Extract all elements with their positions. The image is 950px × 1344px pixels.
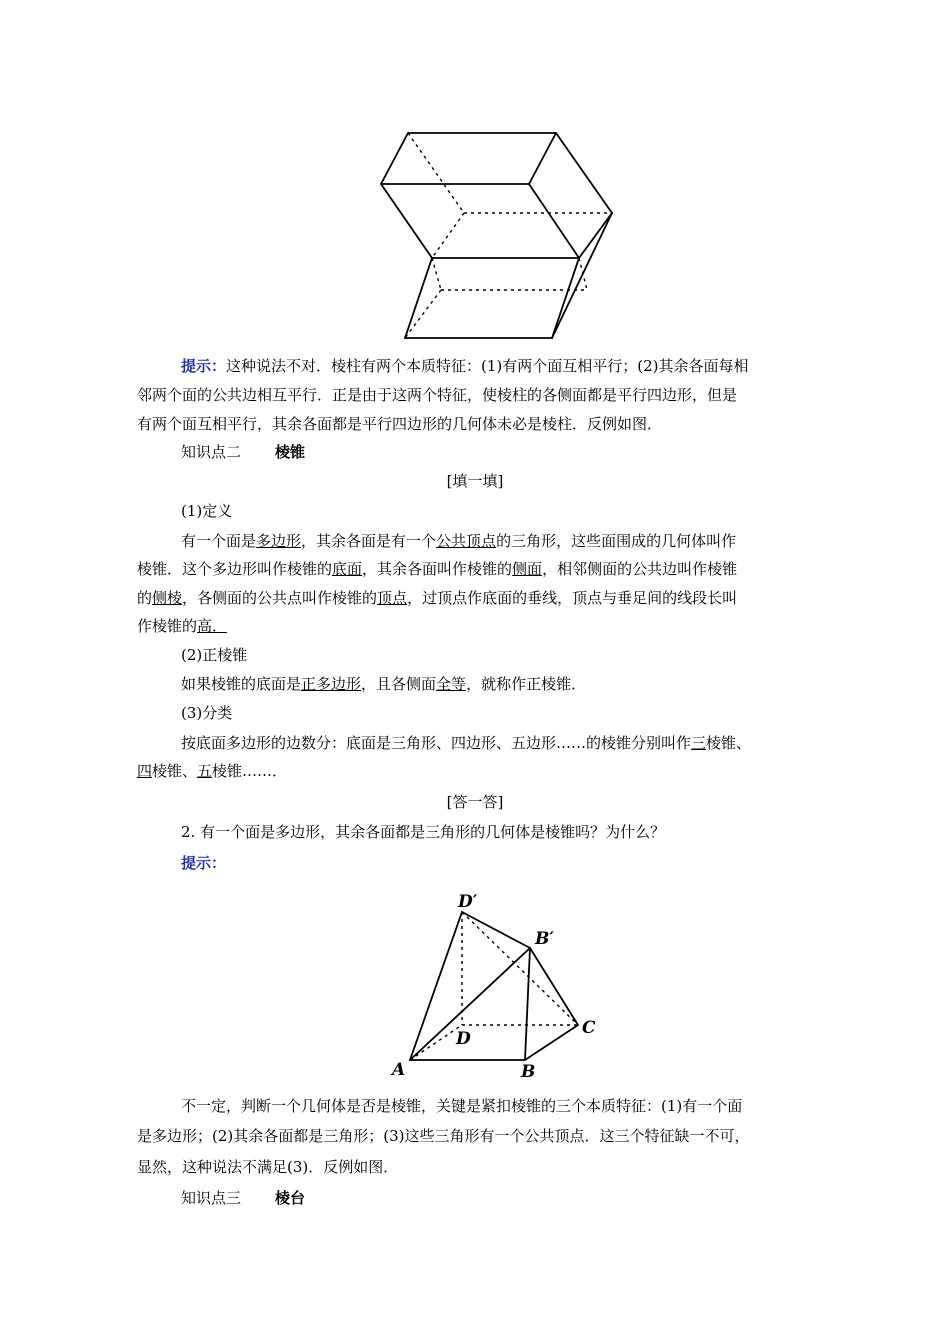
classification-heading: (3)分类 [181,704,233,722]
hint-label: 提示： [181,854,227,872]
explanation-line: 是多边形；(2)其余各面都是三角形；(3)这些三角形有一个公共顶点．这三个特征缺一不可， [137,1127,750,1145]
explanation-line: 显然，这种说法不满足(3)．反例如图． [137,1158,399,1176]
hint-text-line: 有两个面互相平行，其余各面都是平行四边形的几何体未必是棱柱．反例如图． [137,415,663,433]
definition-line: 棱锥．这个多边形叫作棱锥的底面，其余各面叫作棱锥的侧面，相邻侧面的公共边叫作棱锥 [137,560,738,578]
hint-label: 提示： [181,357,227,375]
vertex-label: C [582,1018,596,1038]
answer-heading: [答一答] [446,793,504,811]
section-label: 知识点二 [181,443,242,461]
section-title: 棱锥 [275,443,306,461]
classification-line: 四棱锥、五棱锥……． [137,762,288,780]
regular-pyramid-heading: (2)正棱锥 [181,646,248,664]
classification-line: 按底面多边形的边数分：底面是三角形、四边形、五边形……的棱锥分别叫作三棱锥、 [181,734,752,752]
vertex-label: D [456,1029,471,1049]
section-label: 知识点三 [181,1189,242,1207]
hint-text-line: 邻两个面的公共边相互平行．正是由于这两个特征，使棱柱的各侧面都是平行四边形，但是 [137,386,738,404]
explanation-line: 不一定，判断一个几何体是否是棱锥，关键是紧扣棱锥的三个本质特征：(1)有一个面 [181,1097,743,1115]
vertex-label: A [392,1060,406,1080]
definition-line: 作棱锥的高． [137,617,228,635]
prism-counterexample-figure [0,0,950,360]
fill-in-heading: [填一填] [446,472,504,490]
definition-heading: (1)定义 [181,502,233,520]
definition-line: 有一个面是多边形，其余各面是有一个公共顶点的三角形，这些面围成的几何体叫作 [181,532,737,550]
vertex-label: B [521,1062,536,1082]
pyramid-counterexample-figure [0,880,950,1100]
definition-line: 的侧棱，各侧面的公共点叫作棱锥的顶点，过顶点作底面的垂线，顶点与垂足间的线段长叫 [137,589,738,607]
vertex-label: B′ [535,929,554,949]
section-title: 棱台 [275,1189,306,1207]
question-text: 2. 有一个面是多边形，其余各面都是三角形的几何体是棱锥吗？为什么？ [181,823,666,841]
regular-pyramid-line: 如果棱锥的底面是正多边形，且各侧面全等，就称作正棱锥． [181,675,587,693]
hint-text-line: 这种说法不对．棱柱有两个本质特征：(1)有两个面互相平行；(2)其余各面每相 [226,357,749,375]
vertex-label: D′ [458,892,478,912]
